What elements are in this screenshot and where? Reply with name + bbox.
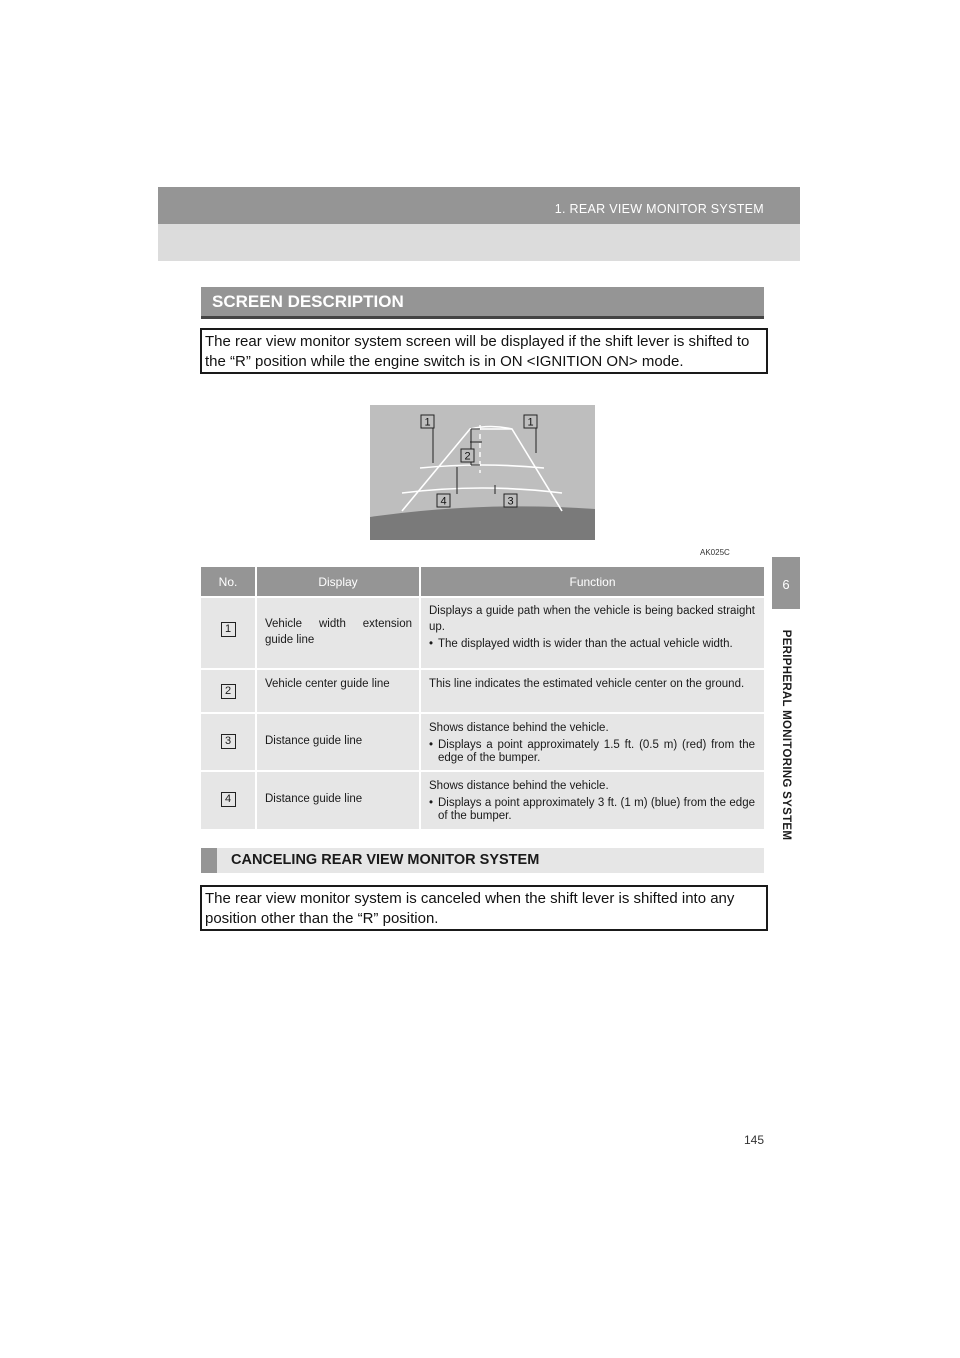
row-number-cell: [201, 597, 256, 669]
callout-1-right: [524, 415, 537, 429]
function-text: Shows distance behind the vehicle.: [429, 780, 609, 792]
canceling-heading-text: CANCELING REAR VIEW MONITOR SYSTEM: [231, 852, 540, 868]
canceling-heading: [201, 848, 764, 873]
screen-description-heading: [201, 287, 764, 319]
page-number: 145: [744, 1133, 765, 1147]
diagram-code: AK025C: [700, 548, 730, 557]
row-number-cell: [201, 669, 256, 713]
function-cell: [420, 771, 764, 829]
function-cell: [420, 713, 764, 771]
function-bullet: • Displays a point approximately 3 ft. (1 m) (blue) from the edge of the bumper.: [429, 797, 755, 823]
display-text: Vehicle width extension guide line: [265, 618, 412, 646]
display-text: Distance guide line: [265, 735, 363, 747]
function-text: This line indicates the estimated vehicle center on the ground.: [429, 678, 745, 690]
col-header-no: No.: [201, 567, 256, 597]
table-row: [201, 713, 764, 771]
table-row: [201, 597, 764, 669]
page-header: [158, 187, 800, 224]
callout-1-left: [421, 415, 434, 429]
display-text: Distance guide line: [265, 793, 363, 805]
heading-accent-bar: [201, 848, 217, 873]
callout-2: [461, 449, 474, 463]
chapter-label-text: PERIPHERAL MONITORING SYSTEM: [780, 629, 792, 841]
function-text: Displays a guide path when the vehicle is being backed straight up.: [429, 605, 755, 633]
function-bullet: • Displays a point approximately 1.5 ft. (0.5 m) (red) from the edge of the bumper.: [429, 739, 755, 765]
chapter-tab: [772, 557, 800, 609]
row-number-box: 2: [221, 684, 236, 699]
callout-4-label: 4: [440, 495, 447, 508]
chapter-number: 6: [782, 577, 790, 592]
row-number-cell: [201, 713, 256, 771]
callout-3-label: 3: [507, 495, 514, 508]
table-row: [201, 669, 764, 713]
screen-description-text: The rear view monitor system screen will be displayed if the shift lever is shifted to the “R” position while the engine switch is in ON <IGNITION ON> mode.: [200, 328, 768, 374]
callout-2-label: 2: [464, 450, 471, 463]
display-cell: [256, 669, 420, 713]
row-number-box: 4: [221, 792, 236, 807]
guide-line-table: [201, 567, 764, 829]
table-header-row: [201, 567, 764, 597]
callout-1-left-label: 1: [424, 416, 431, 429]
function-cell: [420, 669, 764, 713]
display-cell: [256, 597, 420, 669]
section-title: 1. REAR VIEW MONITOR SYSTEM: [554, 202, 764, 216]
row-number-cell: [201, 771, 256, 829]
display-cell: [256, 771, 420, 829]
function-text: Shows distance behind the vehicle.: [429, 722, 609, 734]
callout-4: [437, 494, 450, 508]
row-number-box: 1: [221, 622, 236, 637]
screen-description-heading-text: SCREEN DESCRIPTION: [212, 292, 404, 311]
rear-view-diagram: [370, 405, 595, 540]
col-header-display: Display: [256, 567, 420, 597]
chapter-label: [774, 620, 798, 850]
function-bullet: • The displayed width is wider than the actual vehicle width.: [429, 638, 755, 651]
rear-view-diagram-svg: [370, 405, 595, 540]
table-row: [201, 771, 764, 829]
display-cell: [256, 713, 420, 771]
callout-3: [504, 494, 517, 508]
function-cell: [420, 597, 764, 669]
col-header-function: Function: [420, 567, 764, 597]
display-text: Vehicle center guide line: [265, 678, 390, 690]
canceling-text: The rear view monitor system is canceled when the shift lever is shifted into any position other than the “R” position.: [200, 885, 768, 931]
callout-1-right-label: 1: [527, 416, 534, 429]
header-subband: [158, 224, 800, 261]
row-number-box: 3: [221, 734, 236, 749]
